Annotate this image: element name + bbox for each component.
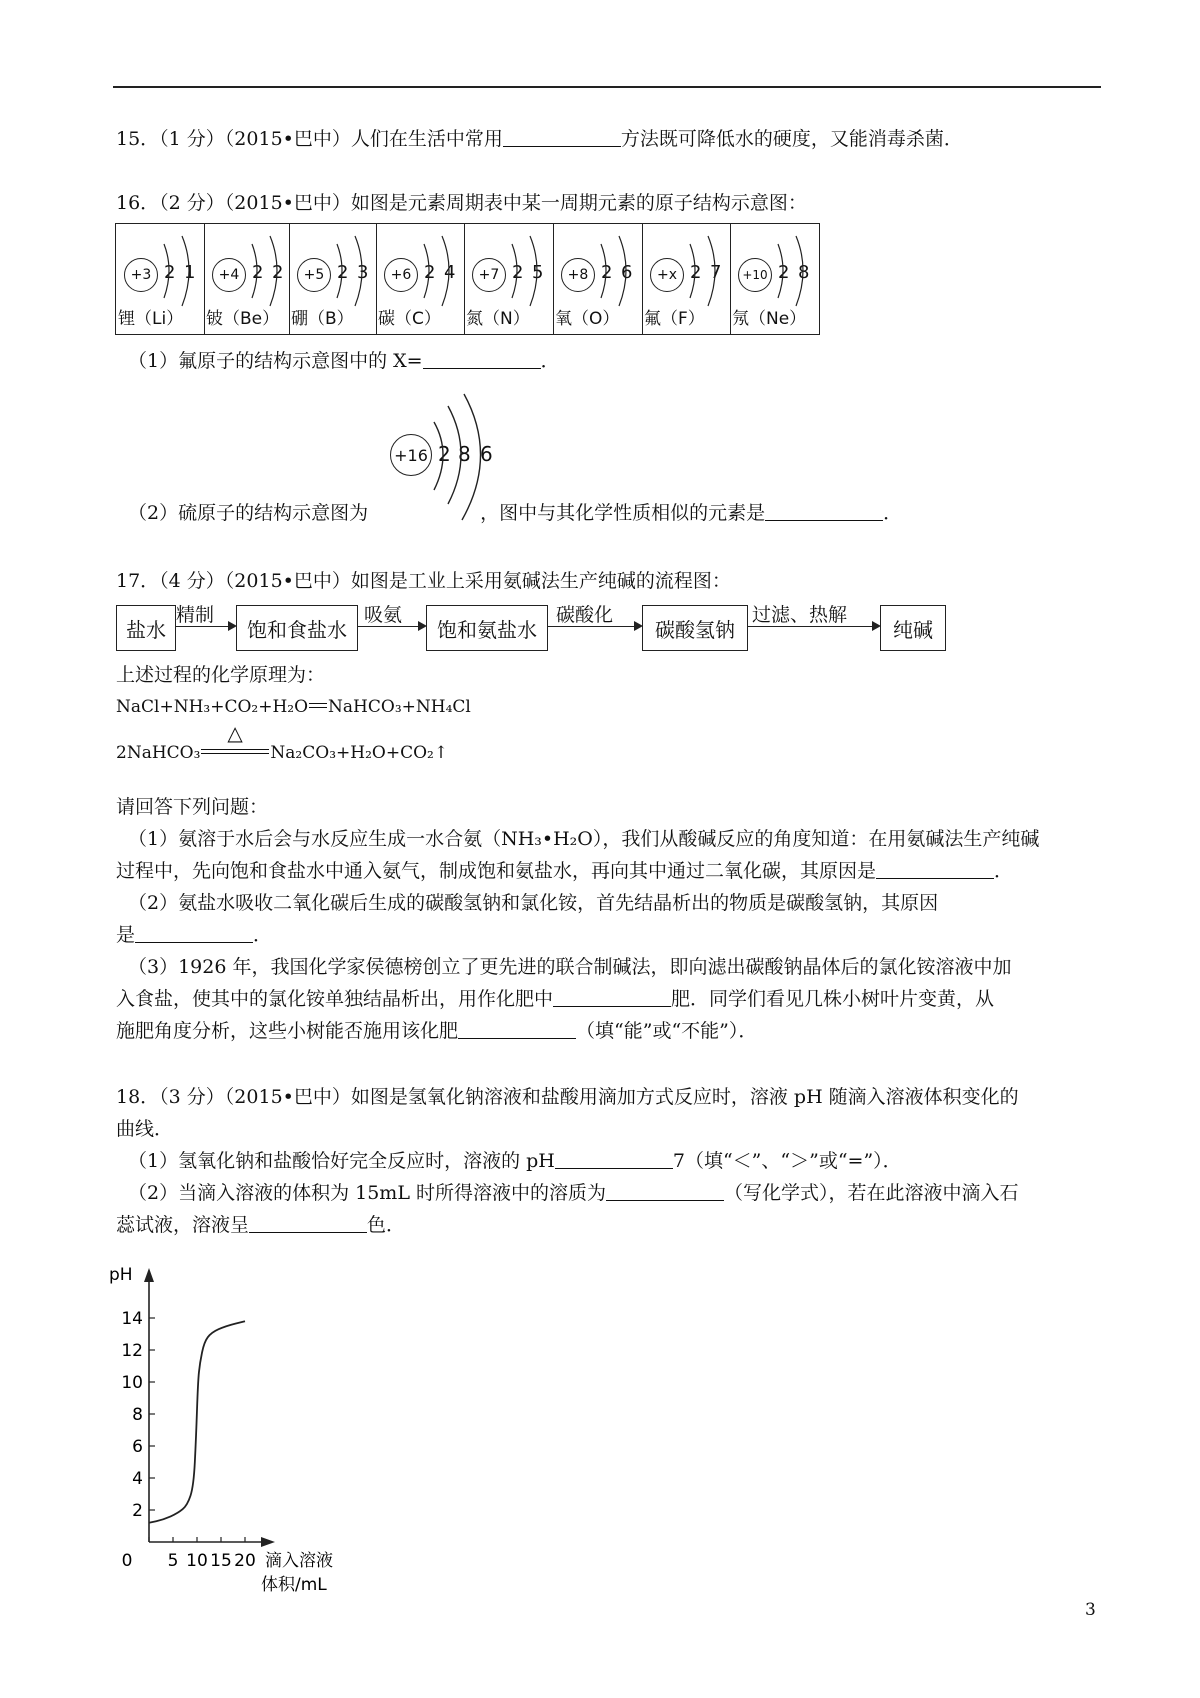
q17-part2-line1: （2）氨盐水吸收二氧化碳后生成的碳酸氢钠和氯化铵，首先结晶析出的物质是碳酸氢钠，其原因 <box>128 892 939 914</box>
y-tick-label: 12 <box>121 1341 143 1361</box>
equation-1: NaCl+NH₃+CO₂+H₂O NaHCO₃+NH₄Cl <box>116 697 471 717</box>
atom-name: 氮（N） <box>466 309 530 329</box>
x-tick-label: 10 <box>186 1551 208 1571</box>
atom-name: 氧（O） <box>555 309 620 329</box>
atom-shell-arcs <box>770 232 830 312</box>
q17-crystallize-blank[interactable] <box>135 924 253 943</box>
atom-name: 碳（C） <box>378 309 441 329</box>
q18-solute-blank[interactable] <box>606 1182 724 1201</box>
atom-shell-electrons: 1 <box>184 262 196 283</box>
atom-name: 锂（Li） <box>118 309 184 329</box>
flow-arrow-4 <box>747 626 879 627</box>
atom-shell-electrons: 8 <box>798 262 810 283</box>
atom-shell-electrons: 2 <box>424 262 436 283</box>
q17-principle: 上述过程的化学原理为： <box>116 664 326 686</box>
flow-box-soda-ash: 纯碱 <box>880 605 946 651</box>
q17-part1-line1: （1）氨溶于水后会与水反应生成一水合氨（NH₃•H₂O），我们从酸碱反应的角度知道：在用氨碱法生产纯碱 <box>128 828 1040 850</box>
atom-cell <box>553 224 643 334</box>
y-tick-label: 4 <box>132 1469 143 1489</box>
sulfur-shell-3: 6 <box>480 442 493 466</box>
atom-shell-electrons: 2 <box>337 262 349 283</box>
q17-head: 17．（4 分）（2015•巴中）如图是工业上采用氨碱法生产纯碱的流程图： <box>116 570 731 592</box>
q16-x-blank[interactable] <box>423 350 541 369</box>
x-axis-label-line2: 体积/mL <box>261 1575 327 1595</box>
sulfur-shell-2: 8 <box>458 442 471 466</box>
atom-shell-electrons: 3 <box>357 262 369 283</box>
q18-line2: 曲线． <box>116 1118 174 1140</box>
flow-label-filter-heat: 过滤、热解 <box>752 604 848 626</box>
flow-label-refine: 精制 <box>176 604 215 626</box>
q18-color-blank[interactable] <box>249 1214 367 1233</box>
periodic-structure-table <box>115 223 820 335</box>
flow-box-saturated-brine: 饱和食盐水 <box>236 605 358 651</box>
atom-cell <box>204 224 290 334</box>
atom-cell <box>642 224 731 334</box>
q16-similar-element-blank[interactable] <box>765 502 883 521</box>
atom-name: 氟（F） <box>644 309 705 329</box>
q16-part2: （2）硫原子的结构示意图为 ，图中与其化学性质相似的元素是 ． <box>128 502 903 524</box>
q17-ask: 请回答下列问题： <box>116 796 269 818</box>
atom-nucleus: +5 <box>297 258 331 292</box>
atom-shell-electrons: 2 <box>512 262 524 283</box>
y-tick-label: 10 <box>121 1373 143 1393</box>
atom-nucleus: +7 <box>472 258 506 292</box>
y-axis-arrow <box>144 1268 154 1282</box>
q17-part3-line2: 入食盐，使其中的氯化铵单独结晶析出，用作化肥中 肥．同学们看见几株小树叶片变黄，从 <box>116 988 995 1010</box>
ph-chart <box>105 1262 405 1595</box>
atom-nucleus: +x <box>650 258 684 292</box>
q16-head: 16．（2 分）（2015•巴中）如图是元素周期表中某一周期元素的原子结构示意图： <box>116 192 807 214</box>
atom-nucleus: +4 <box>212 258 246 292</box>
page-number: 3 <box>1085 1600 1096 1620</box>
x-tick-label: 0 <box>121 1551 133 1571</box>
atom-nucleus: +6 <box>384 258 418 292</box>
q17-part3-line1: （3）1926 年，我国化学家侯德榜创立了更先进的联合制碱法，即向滤出碳酸钠晶体后的氯化铵溶液中加 <box>128 956 1012 978</box>
q18-part2: （2）当滴入溶液的体积为 15mL 时所得溶液中的溶质为 （写化学式），若在此溶液中滴入石 <box>128 1182 1019 1204</box>
x-tick-label: 5 <box>167 1551 179 1571</box>
atom-name: 硼（B） <box>291 309 354 329</box>
atom-name: 氖（Ne） <box>732 309 807 329</box>
y-tick-label: 6 <box>132 1437 143 1457</box>
x-axis-label-line1: 滴入溶液 <box>265 1551 333 1571</box>
ph-curve <box>149 1321 245 1523</box>
q16-part1: （1）氟原子的结构示意图中的 X= ． <box>128 350 560 372</box>
flow-arrow-1 <box>175 626 235 627</box>
q17-reason-blank[interactable] <box>876 860 994 879</box>
q18-part1: （1）氢氧化钠和盐酸恰好完全反应时，溶液的 pH 7（填“＜”、“＞”或“=”）． <box>128 1150 902 1172</box>
equation-2: 2NaHCO₃ △ Na₂CO₃+H₂O+CO₂↑ <box>116 721 449 763</box>
q18-part2-cont: 蕊试液，溶液呈 色． <box>116 1214 406 1236</box>
flow-label-absorb-ammonia: 吸氨 <box>364 604 403 626</box>
atom-nucleus: +3 <box>124 258 158 292</box>
flow-box-ammoniated-brine: 饱和氨盐水 <box>426 605 548 651</box>
atom-name: 铍（Be） <box>206 309 280 329</box>
atom-shell-electrons: 7 <box>710 262 722 283</box>
y-tick-label: 14 <box>121 1309 143 1329</box>
atom-cell <box>730 224 819 334</box>
atom-nucleus: +8 <box>561 258 595 292</box>
heat-condition: △ <box>227 721 243 745</box>
atom-cell <box>116 224 205 334</box>
atom-cell <box>289 224 377 334</box>
atom-shell-electrons: 2 <box>601 262 613 283</box>
flow-box-brine: 盐水 <box>116 605 176 651</box>
y-tick-label: 8 <box>132 1405 143 1425</box>
atom-shell-electrons: 2 <box>778 262 790 283</box>
flow-box-sodium-bicarbonate: 碳酸氢钠 <box>642 605 748 651</box>
flow-label-carbonation: 碳酸化 <box>556 604 614 626</box>
y-axis-label: pH <box>109 1265 133 1285</box>
atom-nucleus: +10 <box>738 258 772 292</box>
atom-cell <box>464 224 554 334</box>
sulfur-shell-1: 2 <box>438 442 451 466</box>
atom-shell-electrons: 2 <box>252 262 264 283</box>
flow-arrow-3 <box>547 626 641 627</box>
q17-fertilizer-blank[interactable] <box>553 988 671 1007</box>
header-rule <box>113 86 1101 88</box>
q17-part3-line3: 施肥角度分析，这些小树能否施用该化肥 （填“能”或“不能”）． <box>116 1020 758 1042</box>
x-axis-arrow <box>261 1537 275 1547</box>
q17-can-use-blank[interactable] <box>458 1020 576 1039</box>
q18-line1: 18．（3 分）（2015•巴中）如图是氢氧化钠溶液和盐酸用滴加方式反应时，溶液 pH 随滴入溶液体积变化的 <box>116 1086 1019 1108</box>
q15-answer-blank[interactable] <box>503 128 621 147</box>
sulfur-nucleus: +16 <box>390 434 432 476</box>
x-tick-label: 15 <box>210 1551 232 1571</box>
q18-ph-blank[interactable] <box>555 1150 673 1169</box>
q15-tail: 方法既可降低水的硬度，又能消毒杀菌． <box>620 128 963 150</box>
flow-arrow-2 <box>357 626 425 627</box>
q17-part2-line2: 是 ． <box>116 924 273 946</box>
q15-text <box>116 126 963 152</box>
atom-shell-electrons: 5 <box>532 262 544 283</box>
x-tick-label: 20 <box>234 1551 256 1571</box>
atom-shell-electrons: 2 <box>272 262 284 283</box>
y-tick-label: 2 <box>132 1501 143 1521</box>
atom-cell <box>376 224 465 334</box>
q15-head: 15．（1 分）（2015•巴中）人们在生活中常用 <box>116 128 503 150</box>
atom-shell-electrons: 2 <box>690 262 702 283</box>
atom-shell-electrons: 4 <box>444 262 456 283</box>
atom-shell-electrons: 6 <box>621 262 633 283</box>
atom-shell-electrons: 2 <box>164 262 176 283</box>
q17-part1-line2: 过程中，先向饱和食盐水中通入氨气，制成饱和氨盐水，再向其中通过二氧化碳，其原因是 ． <box>116 860 1014 882</box>
